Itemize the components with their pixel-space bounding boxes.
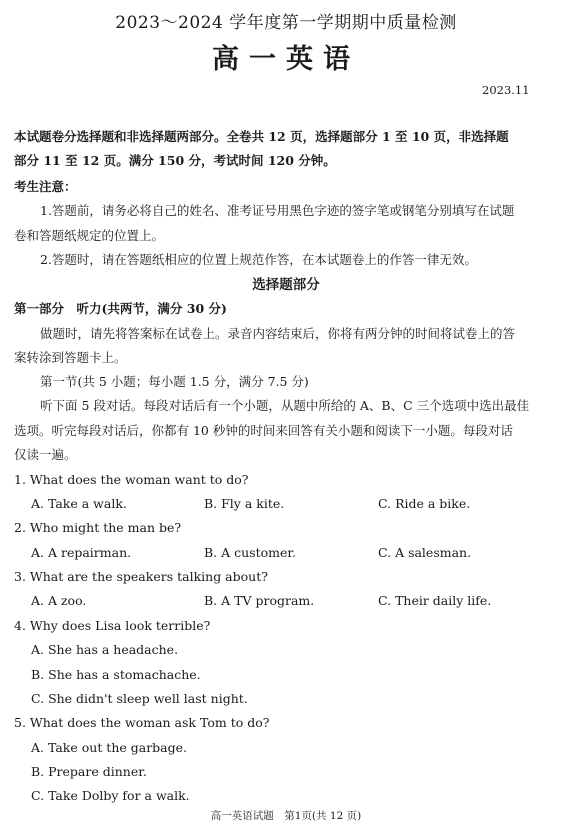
page-footer: 高一英语试题 第1页(共 12 页) <box>210 810 362 822</box>
q3-option-c: C. Their daily life. <box>378 593 492 608</box>
q2-option-c: C. A salesman. <box>378 545 472 560</box>
notice-title: 考生注意： <box>14 179 77 194</box>
exam-title: 2023～2024 学年度第一学期期中质量检测 <box>115 13 457 33</box>
section-1-instruction-line-2: 选项。听完每段对话后，你都有 10 秒钟的时间来回答有关小题和阅读下一小题。每段对话 <box>14 423 513 438</box>
q5-option-c: C. Take Dolby for a walk. <box>31 788 190 803</box>
q1-option-a: A. Take a walk. <box>31 496 127 511</box>
q1-option-c: C. Ride a bike. <box>378 496 471 511</box>
q5-option-a: A. Take out the garbage. <box>31 740 188 755</box>
section-title: 选择题部分 <box>252 277 320 293</box>
section-1-instruction-line-3: 仅读一遍。 <box>14 447 77 462</box>
q4-option-c: C. She didn't sleep well last night. <box>31 691 248 706</box>
question-1: 1. What does the woman want to do? <box>14 472 249 487</box>
part-1-title: 第一部分 听力(共两节，满分 30 分) <box>14 301 227 316</box>
subject-title: 高一英语 <box>212 44 360 75</box>
q1-option-b: B. Fly a kite. <box>204 496 285 511</box>
question-5: 5. What does the woman ask Tom to do? <box>14 715 270 730</box>
question-3: 3. What are the speakers talking about? <box>14 569 268 584</box>
section-1-instruction-line-1: 听下面 5 段对话。每段对话后有一个小题，从题中所给的 A、B、C 三个选项中选出最佳 <box>40 398 530 413</box>
q2-option-b: B. A customer. <box>204 545 296 560</box>
q4-option-b: B. She has a stomachache. <box>31 667 201 682</box>
intro-line-1: 本试题卷分选择题和非选择题两部分。全卷共 12 页，选择题部分 1 至 10 页，非选择题 <box>14 129 509 144</box>
q3-option-b: B. A TV program. <box>204 593 315 608</box>
q4-option-a: A. She has a headache. <box>31 642 179 657</box>
notice-item-1-line-1: 1.答题前，请务必将自己的姓名、准考证号用黑色字迹的签字笔或钢笔分别填写在试题 <box>40 203 515 218</box>
q3-option-a: A. A zoo. <box>31 593 87 608</box>
exam-date: 2023.11 <box>482 83 530 97</box>
intro-line-2: 部分 11 至 12 页。满分 150 分，考试时间 120 分钟。 <box>14 153 336 168</box>
question-2: 2. Who might the man be? <box>14 520 182 535</box>
q5-option-b: B. Prepare dinner. <box>31 764 147 779</box>
notice-item-1-line-2: 卷和答题纸规定的位置上。 <box>14 228 165 243</box>
part-1-instruction-line-1: 做题时，请先将答案标在试卷上。录音内容结束后，你将有两分钟的时间将试卷上的答 <box>40 326 516 341</box>
notice-item-2: 2.答题时，请在答题纸相应的位置上规范作答，在本试题卷上的作答一律无效。 <box>40 252 477 267</box>
q2-option-a: A. A repairman. <box>31 545 132 560</box>
question-4: 4. Why does Lisa look terrible? <box>14 618 211 633</box>
part-1-instruction-line-2: 案转涂到答题卡上。 <box>14 350 127 365</box>
section-1-title: 第一节(共 5 小题；每小题 1.5 分，满分 7.5 分) <box>40 374 309 389</box>
